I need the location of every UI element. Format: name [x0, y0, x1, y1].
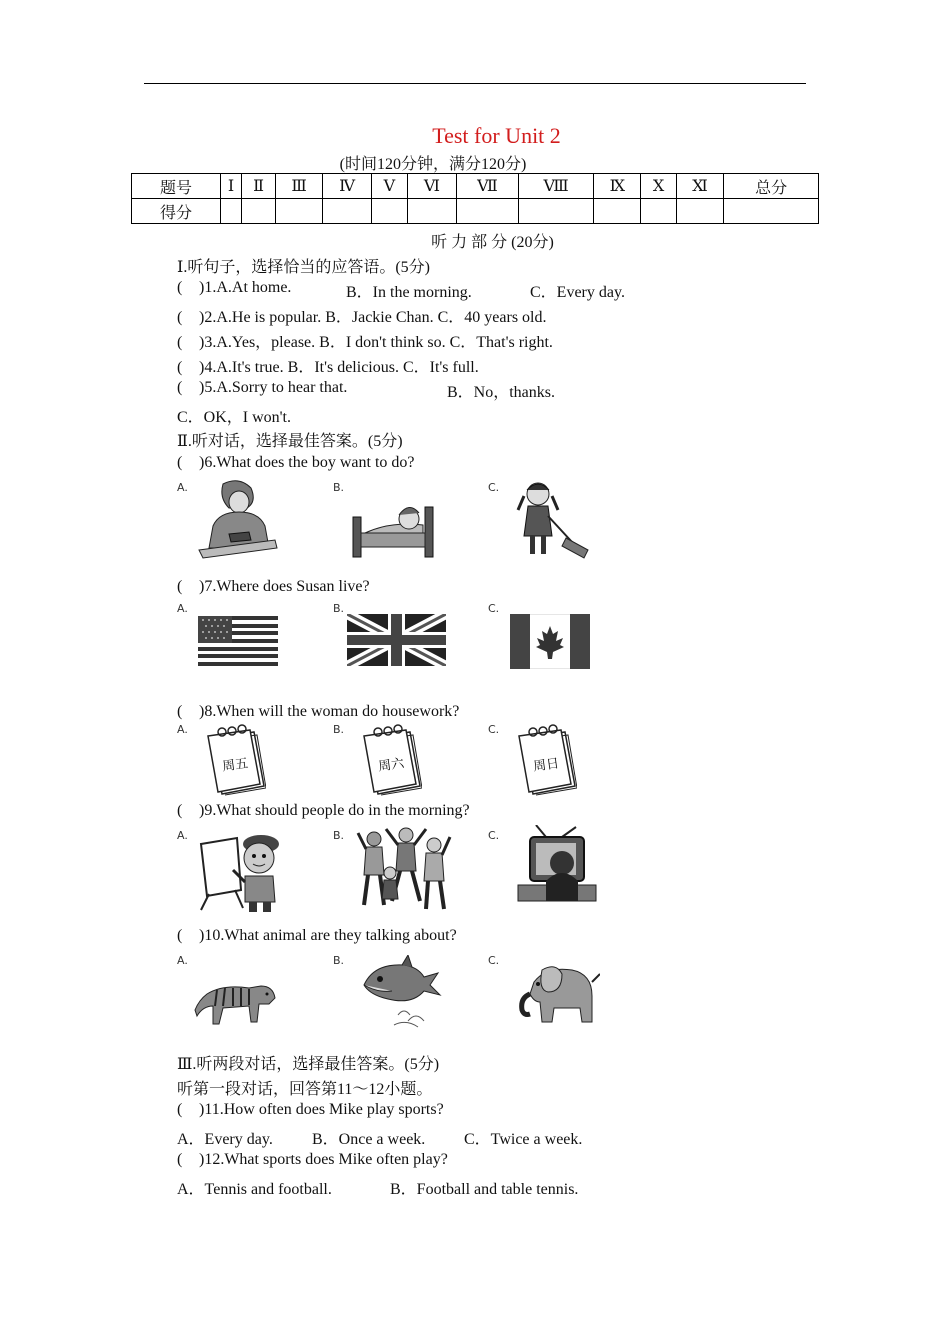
question-stem: )3.A.Yes，please. B．I don't think so. C．That's right.: [199, 334, 553, 351]
option-a: A．Tennis and football.: [177, 1181, 332, 1198]
boy-in-bed-icon[interactable]: [351, 499, 436, 559]
question-11: [177, 1101, 444, 1119]
question-stem: )7.Where does Susan live?: [199, 578, 370, 595]
option-b: B．In the morning.: [346, 284, 472, 301]
answer-paren[interactable]: (: [177, 309, 183, 326]
score-table-cell: 得分: [132, 199, 221, 224]
option-b: B．Once a week.: [312, 1131, 426, 1148]
score-input-cell[interactable]: [724, 199, 819, 224]
score-table-cell: Ⅲ: [276, 174, 323, 199]
question-stem: )6.What does the boy want to do?: [199, 454, 415, 471]
answer-paren[interactable]: (: [177, 578, 183, 595]
score-table-cell: Ⅶ: [456, 174, 518, 199]
score-table-cell: Ⅴ: [371, 174, 407, 199]
answer-paren[interactable]: (: [177, 359, 183, 376]
score-table: [131, 173, 819, 224]
score-table-cell: Ⅱ: [242, 174, 276, 199]
boy-painting-icon[interactable]: [197, 830, 283, 914]
answer-paren[interactable]: (: [177, 379, 183, 396]
canada-flag-icon[interactable]: [510, 614, 590, 669]
score-table-cell: 题号: [132, 174, 221, 199]
uk-flag-icon[interactable]: [347, 614, 446, 666]
header-rule: [144, 83, 806, 84]
part1-heading: Ⅰ.听句子，选择恰当的应答语。(5分): [177, 259, 430, 276]
calendar-icon[interactable]: [513, 724, 577, 796]
option-letter: C.: [488, 954, 500, 967]
option-c: C．OK，I won't.: [177, 409, 291, 426]
page-title: Test for Unit 2: [432, 123, 561, 148]
score-input-cell[interactable]: [407, 199, 456, 224]
score-table-cell: Ⅵ: [407, 174, 456, 199]
score-input-cell[interactable]: [676, 199, 723, 224]
score-input-cell[interactable]: [323, 199, 372, 224]
option-c: C．Twice a week.: [464, 1131, 583, 1148]
part3-intro: 听第一段对话，回答第11～12小题。: [177, 1081, 433, 1098]
option-letter: C.: [488, 602, 500, 615]
option-letter: A.: [177, 481, 188, 494]
question-stem: )4.A.It's true. B．It's delicious. C．It's full.: [199, 359, 479, 376]
score-table-cell: Ⅰ: [221, 174, 242, 199]
option-letter: B.: [333, 954, 345, 967]
elephant-icon[interactable]: [516, 962, 600, 1028]
option-b: B．No，thanks.: [447, 384, 556, 401]
score-input-cell[interactable]: [221, 199, 242, 224]
score-table-cell: Ⅹ: [641, 174, 677, 199]
option-letter: C.: [488, 829, 500, 842]
ironing-person-icon[interactable]: [195, 478, 280, 562]
option-letter: C.: [488, 481, 500, 494]
question-6: [177, 454, 415, 472]
answer-paren[interactable]: (: [177, 802, 183, 819]
calendar-day-label: 周日: [532, 756, 561, 775]
option-letter: B.: [333, 723, 345, 736]
people-exercising-icon[interactable]: [356, 825, 452, 913]
answer-paren[interactable]: (: [177, 703, 183, 720]
option-letter: B.: [333, 481, 345, 494]
answer-paren[interactable]: (: [177, 1151, 183, 1168]
score-input-cell[interactable]: [641, 199, 677, 224]
question-9: [177, 802, 470, 820]
question-stem: )10.What animal are they talking about?: [199, 927, 457, 944]
score-input-cell[interactable]: [371, 199, 407, 224]
option-letter: A.: [177, 723, 188, 736]
option-letter: A.: [177, 829, 188, 842]
part3-heading: Ⅲ.听两段对话，选择最佳答案。(5分): [177, 1056, 440, 1073]
question-12: [177, 1151, 448, 1169]
girl-sweeping-icon[interactable]: [508, 480, 590, 560]
question-7: [177, 578, 370, 596]
question-10: [177, 927, 457, 945]
score-input-cell[interactable]: [594, 199, 641, 224]
question-stem: )11.How often does Mike play sports?: [199, 1101, 444, 1118]
question-3: [177, 329, 553, 352]
score-table-header-row: [132, 174, 819, 199]
page-subtitle: (时间120分钟，满分120分): [339, 156, 527, 173]
answer-paren[interactable]: (: [177, 454, 183, 471]
score-input-cell[interactable]: [519, 199, 594, 224]
usa-flag-icon[interactable]: [198, 616, 278, 666]
question-4: [177, 354, 479, 377]
score-table-cell: Ⅺ: [676, 174, 723, 199]
question-stem: )1.A.At home.: [199, 279, 292, 296]
score-table-cell: 总分: [724, 174, 819, 199]
question-8: [177, 703, 459, 721]
score-table-cell: Ⅳ: [323, 174, 372, 199]
answer-paren[interactable]: (: [177, 1101, 183, 1118]
score-input-cell[interactable]: [276, 199, 323, 224]
option-letter: B.: [333, 829, 345, 842]
question-5: [177, 379, 347, 397]
score-table-cell: Ⅸ: [594, 174, 641, 199]
question-stem: )9.What should people do in the morning?: [199, 802, 470, 819]
answer-paren[interactable]: (: [177, 279, 183, 296]
question-1: [177, 279, 291, 297]
dolphin-icon[interactable]: [358, 955, 446, 1029]
calendar-icon[interactable]: [202, 724, 266, 796]
question-stem: )5.A.Sorry to hear that.: [199, 379, 348, 396]
option-letter: C.: [488, 723, 500, 736]
option-letter: A.: [177, 954, 188, 967]
tiger-icon[interactable]: [193, 976, 277, 1028]
score-table-score-row: [132, 199, 819, 224]
score-table-cell: Ⅷ: [519, 174, 594, 199]
option-a: A．Every day.: [177, 1131, 273, 1148]
option-c: C．Every day.: [530, 284, 625, 301]
listening-heading: 听 力 部 分 (20分): [431, 234, 554, 251]
question-stem: )8.When will the woman do housework?: [199, 703, 460, 720]
watching-tv-icon[interactable]: [516, 825, 598, 905]
answer-paren[interactable]: (: [177, 927, 183, 944]
calendar-day-label: 周五: [221, 756, 250, 775]
question-stem: )12.What sports does Mike often play?: [199, 1151, 448, 1168]
option-letter: B.: [333, 602, 345, 615]
question-2: [177, 304, 547, 327]
calendar-day-label: 周六: [377, 756, 406, 775]
calendar-icon[interactable]: [358, 724, 422, 796]
score-input-cell[interactable]: [456, 199, 518, 224]
option-letter: A.: [177, 602, 188, 615]
option-b: B．Football and table tennis.: [390, 1181, 579, 1198]
answer-paren[interactable]: (: [177, 334, 183, 351]
question-stem: )2.A.He is popular. B．Jackie Chan. C．40 years old.: [199, 309, 547, 326]
part2-heading: Ⅱ.听对话，选择最佳答案。(5分): [177, 433, 403, 450]
score-input-cell[interactable]: [242, 199, 276, 224]
